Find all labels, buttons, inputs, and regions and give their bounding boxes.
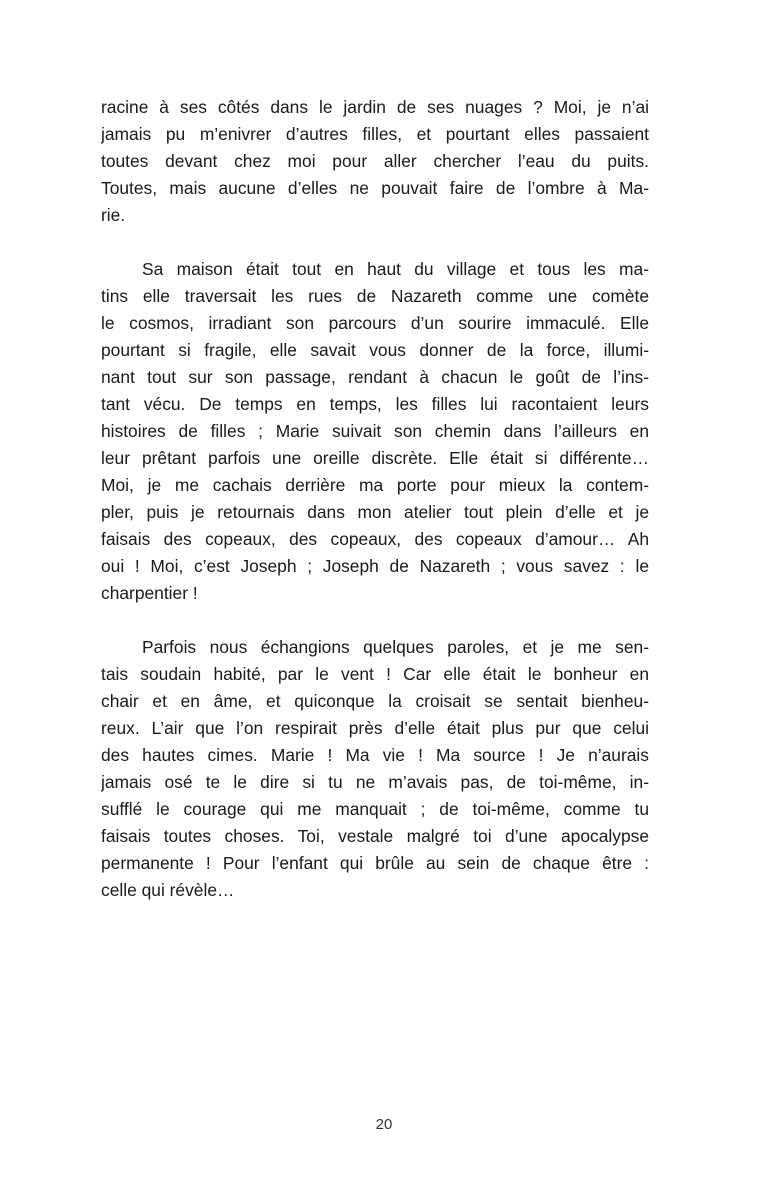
text-line: pourtant si fragile, elle savait vous donner de la force, illumi- bbox=[101, 340, 649, 360]
text-line: tant vécu. De temps en temps, les filles lui racontaient leurs bbox=[101, 394, 649, 414]
text-line: leur prêtant parfois une oreille discrète. Elle était si différente… bbox=[101, 448, 649, 468]
text-line: histoires de filles ; Marie suivait son chemin dans l’ailleurs en bbox=[101, 421, 649, 441]
paragraph-2 bbox=[101, 256, 649, 607]
text-line: rie. bbox=[101, 205, 126, 225]
text-line: faisais des copeaux, des copeaux, des copeaux d’amour… Ah bbox=[101, 529, 649, 549]
text-line: Parfois nous échangions quelques paroles, et je me sen- bbox=[142, 637, 649, 657]
text-line: racine à ses côtés dans le jardin de ses nuages ? Moi, je n’ai bbox=[101, 97, 649, 117]
text-line: chair et en âme, et quiconque la croisait se sentait bienheu- bbox=[101, 691, 649, 711]
text-line: sufflé le courage qui me manquait ; de toi-même, comme tu bbox=[101, 799, 649, 819]
paragraph-1 bbox=[101, 94, 649, 229]
text-line: faisais toutes choses. Toi, vestale malgré toi d’une apocalypse bbox=[101, 826, 649, 846]
text-line: tais soudain habité, par le vent ! Car elle était le bonheur en bbox=[101, 664, 649, 684]
text-line: charpentier ! bbox=[101, 583, 198, 603]
text-line: toutes devant chez moi pour aller chercher l’eau du puits. bbox=[101, 151, 649, 171]
text-line: reux. L’air que l’on respirait près d’elle était plus pur que celui bbox=[101, 718, 649, 738]
text-line: pler, puis je retournais dans mon atelier tout plein d’elle et je bbox=[101, 502, 649, 522]
text-line: tins elle traversait les rues de Nazareth comme une comète bbox=[101, 286, 649, 306]
text-line: jamais osé te le dire si tu ne m’avais pas, de toi-même, in- bbox=[101, 772, 649, 792]
paragraph-3 bbox=[101, 634, 649, 904]
text-line: oui ! Moi, c’est Joseph ; Joseph de Nazareth ; vous savez : le bbox=[101, 556, 649, 576]
paragraph-gap bbox=[101, 229, 649, 256]
text-line: des hautes cimes. Marie ! Ma vie ! Ma source ! Je n’aurais bbox=[101, 745, 649, 765]
text-line: Moi, je me cachais derrière ma porte pour mieux la contem- bbox=[101, 475, 649, 495]
text-line: permanente ! Pour l’enfant qui brûle au sein de chaque être : bbox=[101, 853, 649, 873]
text-line: jamais pu m’enivrer d’autres filles, et pourtant elles passaient bbox=[101, 124, 649, 144]
page-body bbox=[101, 94, 649, 904]
text-line: nant tout sur son passage, rendant à chacun le goût de l’ins- bbox=[101, 367, 649, 387]
page-number: 20 bbox=[375, 1116, 393, 1133]
text-line: celle qui révèle… bbox=[101, 880, 235, 900]
text-line: Sa maison était tout en haut du village et tous les ma- bbox=[142, 259, 649, 279]
text-line: Toutes, mais aucune d’elles ne pouvait faire de l’ombre à Ma- bbox=[101, 178, 649, 198]
text-line: le cosmos, irradiant son parcours d’un sourire immaculé. Elle bbox=[101, 313, 649, 333]
paragraph-gap bbox=[101, 607, 649, 634]
